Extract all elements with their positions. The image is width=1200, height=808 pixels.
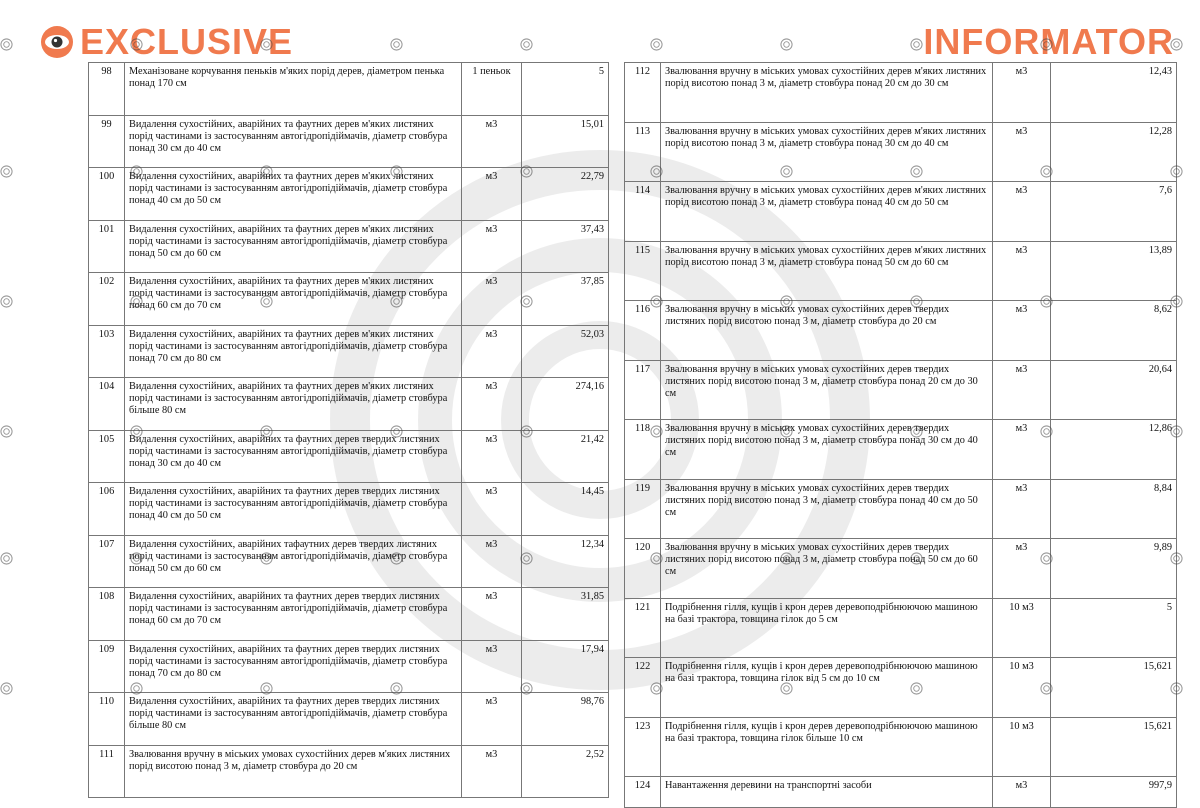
row-number: 115 — [625, 241, 661, 301]
row-number: 109 — [89, 640, 125, 693]
row-number: 118 — [625, 420, 661, 480]
exclusive-logo — [40, 22, 293, 62]
row-unit: м3 — [993, 122, 1051, 182]
row-description: Подрібнення гілля, кущів і крон дерев деревоподрібнюючою машиною на базі трактора, товщина гілок до 5 см — [661, 598, 993, 658]
row-value: 12,86 — [1051, 420, 1177, 480]
watermark-mark-icon — [910, 295, 923, 308]
row-value: 2,52 — [522, 745, 609, 798]
table-row — [89, 745, 609, 798]
row-unit: м3 — [462, 168, 522, 221]
row-unit: м3 — [993, 63, 1051, 123]
row-unit: м3 — [462, 693, 522, 746]
row-unit: м3 — [993, 777, 1051, 808]
watermark-mark-icon — [780, 165, 793, 178]
row-unit: м3 — [462, 325, 522, 378]
row-number: 116 — [625, 301, 661, 361]
row-value: 997,9 — [1051, 777, 1177, 808]
watermark-mark-icon — [1040, 682, 1053, 695]
watermark-mark-icon — [130, 38, 143, 51]
row-description: Видалення сухостійних, аварійних та фаутних дерев твердих листяних порід частинами із застосуванням автогідропідіймачів, діаметр стовбура понад 40 см до 50 см — [125, 483, 462, 536]
row-number: 110 — [89, 693, 125, 746]
row-number: 103 — [89, 325, 125, 378]
table-row — [89, 115, 609, 168]
watermark-mark-icon — [130, 425, 143, 438]
row-description: Механізоване корчування пеньків м'яких порід дерев, діаметром пенька понад 170 см — [125, 63, 462, 116]
row-description: Видалення сухостійних, аварійних тафаутних дерев твердих листяних порід частинами із застосуванням автогідропідіймачів, діаметр стовбура понад 50 см до 60 см — [125, 535, 462, 588]
row-number: 99 — [89, 115, 125, 168]
row-value: 8,84 — [1051, 479, 1177, 539]
table-row — [89, 588, 609, 641]
row-unit: м3 — [993, 182, 1051, 242]
table-row — [89, 325, 609, 378]
row-unit: м3 — [993, 479, 1051, 539]
row-unit: 10 м3 — [993, 717, 1051, 777]
row-description: Звалювання вручну в міських умовах сухостійних дерев твердих листяних порід висотою понад 3 м, діаметр стовбура до 20 см — [661, 301, 993, 361]
table-row — [625, 420, 1177, 480]
watermark-mark-icon — [520, 38, 533, 51]
watermark-mark-icon — [0, 552, 13, 565]
row-unit: м3 — [993, 420, 1051, 480]
row-number: 114 — [625, 182, 661, 242]
table-row — [625, 598, 1177, 658]
watermark-mark-icon — [910, 38, 923, 51]
row-number: 104 — [89, 378, 125, 431]
watermark-mark-icon — [780, 682, 793, 695]
watermark-mark-icon — [390, 552, 403, 565]
watermark-mark-icon — [390, 295, 403, 308]
table-row — [89, 63, 609, 116]
row-value: 8,62 — [1051, 301, 1177, 361]
row-value: 14,45 — [522, 483, 609, 536]
row-description: Звалювання вручну в міських умовах сухостійних дерев м'яких листяних порід висотою понад 3 м, діаметр стовбура понад 50 см до 60 см — [661, 241, 993, 301]
watermark-mark-icon — [390, 38, 403, 51]
informator-brand-text: INFORMATOR — [923, 21, 1174, 62]
watermark-mark-icon — [390, 425, 403, 438]
row-unit: м3 — [462, 115, 522, 168]
row-value: 7,6 — [1051, 182, 1177, 242]
row-value: 12,28 — [1051, 122, 1177, 182]
table-row — [625, 122, 1177, 182]
table-row — [625, 360, 1177, 420]
row-number: 105 — [89, 430, 125, 483]
watermark-mark-icon — [130, 295, 143, 308]
watermark-mark-icon — [1170, 552, 1183, 565]
watermark-mark-icon — [780, 552, 793, 565]
watermark-mark-icon — [910, 165, 923, 178]
row-unit: м3 — [462, 745, 522, 798]
row-description: Видалення сухостійних, аварійних та фаутних дерев твердих листяних порід частинами із застосуванням автогідропідіймачів, діаметр стовбура більше 80 см — [125, 693, 462, 746]
row-unit: м3 — [993, 241, 1051, 301]
watermark-mark-icon — [1040, 295, 1053, 308]
row-description: Звалювання вручну в міських умовах сухостійних дерев твердих листяних порід висотою понад 3 м, діаметр стовбура понад 20 см до 30 см — [661, 360, 993, 420]
watermark-mark-icon — [390, 165, 403, 178]
row-unit: м3 — [462, 535, 522, 588]
table-row — [625, 717, 1177, 777]
row-value: 31,85 — [522, 588, 609, 641]
row-number: 112 — [625, 63, 661, 123]
row-description: Подрібнення гілля, кущів і крон дерев деревоподрібнюючою машиною на базі трактора, товщина гілок від 5 см до 10 см — [661, 658, 993, 718]
table-row — [89, 378, 609, 431]
row-description: Видалення сухостійних, аварійних та фаутних дерев м'яких листяних порід частинами із застосуванням автогідропідіймачів, діаметр стовбура більше 80 см — [125, 378, 462, 431]
row-unit: 10 м3 — [993, 658, 1051, 718]
table-row — [625, 63, 1177, 123]
row-number: 121 — [625, 598, 661, 658]
row-value: 274,16 — [522, 378, 609, 431]
row-unit: м3 — [462, 273, 522, 326]
row-unit: м3 — [462, 483, 522, 536]
row-number: 98 — [89, 63, 125, 116]
row-description: Видалення сухостійних, аварійних та фаутних дерев твердих листяних порід частинами із застосуванням автогідропідіймачів, діаметр стовбура понад 60 см до 70 см — [125, 588, 462, 641]
row-value: 15,01 — [522, 115, 609, 168]
row-description: Звалювання вручну в міських умовах сухостійних дерев твердих листяних порід висотою понад 3 м, діаметр стовбура понад 50 см до 60 см — [661, 539, 993, 599]
row-description: Звалювання вручну в міських умовах сухостійних дерев м'яких листяних порід висотою понад 3 м, діаметр стовбура понад 30 см до 40 см — [661, 122, 993, 182]
row-unit: м3 — [993, 301, 1051, 361]
row-description: Видалення сухостійних, аварійних та фаутних дерев м'яких листяних порід частинами із застосуванням автогідропідіймачів, діаметр стовбура понад 70 см до 80 см — [125, 325, 462, 378]
table-row — [89, 483, 609, 536]
table-row — [89, 693, 609, 746]
row-description: Звалювання вручну в міських умовах сухостійних дерев твердих листяних порід висотою понад 3 м, діаметр стовбура понад 30 см до 40 см — [661, 420, 993, 480]
row-number: 117 — [625, 360, 661, 420]
row-number: 113 — [625, 122, 661, 182]
row-number: 119 — [625, 479, 661, 539]
row-value: 52,03 — [522, 325, 609, 378]
row-value: 15,621 — [1051, 717, 1177, 777]
watermark-mark-icon — [130, 682, 143, 695]
row-number: 111 — [89, 745, 125, 798]
row-number: 124 — [625, 777, 661, 808]
row-value: 12,43 — [1051, 63, 1177, 123]
row-description: Подрібнення гілля, кущів і крон дерев деревоподрібнюючою машиною на базі трактора, товщина гілок більше 10 см — [661, 717, 993, 777]
row-unit: м3 — [993, 360, 1051, 420]
watermark-mark-icon — [650, 682, 663, 695]
row-value: 37,85 — [522, 273, 609, 326]
row-description: Звалювання вручну в міських умовах сухостійних дерев м'яких листяних порід висотою понад 3 м, діаметр стовбура понад 40 см до 50 см — [661, 182, 993, 242]
row-value: 5 — [522, 63, 609, 116]
row-description: Навантаження деревини на транспортні засоби — [661, 777, 993, 808]
watermark-mark-icon — [1040, 38, 1053, 51]
row-description: Видалення сухостійних, аварійних та фаутних дерев м'яких листяних порід частинами із застосуванням автогідропідіймачів, діаметр стовбура понад 40 см до 50 см — [125, 168, 462, 221]
row-number: 102 — [89, 273, 125, 326]
row-description: Видалення сухостійних, аварійних та фаутних дерев твердих листяних порід частинами із застосуванням автогідропідіймачів, діаметр стовбура понад 30 см до 40 см — [125, 430, 462, 483]
row-unit: м3 — [462, 640, 522, 693]
row-value: 9,89 — [1051, 539, 1177, 599]
watermark-mark-icon — [910, 425, 923, 438]
watermark-mark-icon — [1040, 165, 1053, 178]
row-unit: 10 м3 — [993, 598, 1051, 658]
watermark-mark-icon — [260, 165, 273, 178]
row-value: 5 — [1051, 598, 1177, 658]
right-table — [624, 62, 1177, 808]
watermark-mark-icon — [1170, 165, 1183, 178]
watermark-mark-icon — [260, 295, 273, 308]
watermark-mark-icon — [0, 165, 13, 178]
watermark-mark-icon — [520, 295, 533, 308]
eye-icon — [40, 25, 74, 59]
watermark-mark-icon — [260, 682, 273, 695]
watermark-mark-icon — [0, 38, 13, 51]
row-number: 108 — [89, 588, 125, 641]
row-number: 101 — [89, 220, 125, 273]
row-value: 15,621 — [1051, 658, 1177, 718]
watermark-mark-icon — [520, 552, 533, 565]
watermark-mark-icon — [650, 165, 663, 178]
exclusive-brand-text: EXCLUSIVE — [80, 21, 294, 62]
row-unit: м3 — [993, 539, 1051, 599]
right-page — [624, 62, 1176, 808]
watermark-mark-icon — [780, 38, 793, 51]
row-unit: м3 — [462, 588, 522, 641]
table-row — [89, 220, 609, 273]
row-number: 123 — [625, 717, 661, 777]
row-value: 21,42 — [522, 430, 609, 483]
row-value: 22,79 — [522, 168, 609, 221]
row-unit: 1 пеньок — [462, 63, 522, 116]
watermark-mark-icon — [650, 425, 663, 438]
watermark-mark-icon — [1170, 295, 1183, 308]
table-row — [625, 241, 1177, 301]
row-value: 20,64 — [1051, 360, 1177, 420]
row-description: Звалювання вручну в міських умовах сухостійних дерев м'яких листяних порід висотою понад 3 м, діаметр стовбура понад 20 см до 30 см — [661, 63, 993, 123]
row-unit: м3 — [462, 430, 522, 483]
watermark-mark-icon — [0, 682, 13, 695]
watermark-mark-icon — [520, 425, 533, 438]
row-number: 122 — [625, 658, 661, 718]
watermark-mark-icon — [780, 425, 793, 438]
table-row — [625, 479, 1177, 539]
table-row — [625, 658, 1177, 718]
table-row — [625, 301, 1177, 361]
watermark-mark-icon — [130, 552, 143, 565]
watermark-mark-icon — [390, 682, 403, 695]
watermark-mark-icon — [260, 38, 273, 51]
watermark-mark-icon — [910, 552, 923, 565]
watermark-mark-icon — [1040, 552, 1053, 565]
row-number: 107 — [89, 535, 125, 588]
row-number: 106 — [89, 483, 125, 536]
watermark-mark-icon — [1040, 425, 1053, 438]
watermark-mark-icon — [520, 165, 533, 178]
table-row — [625, 539, 1177, 599]
row-unit: м3 — [462, 220, 522, 273]
row-description: Видалення сухостійних, аварійних та фаутних дерев м'яких листяних порід частинами із застосуванням автогідропідіймачів, діаметр стовбура понад 60 см до 70 см — [125, 273, 462, 326]
table-row — [625, 777, 1177, 808]
watermark-mark-icon — [650, 295, 663, 308]
row-description: Видалення сухостійних, аварійних та фаутних дерев м'яких листяних порід частинами із застосуванням автогідропідіймачів, діаметр стовбура понад 30 см до 40 см — [125, 115, 462, 168]
watermark-mark-icon — [780, 295, 793, 308]
row-value: 13,89 — [1051, 241, 1177, 301]
row-unit: м3 — [462, 378, 522, 431]
watermark-mark-icon — [910, 682, 923, 695]
row-value: 17,94 — [522, 640, 609, 693]
row-value: 12,34 — [522, 535, 609, 588]
watermark-mark-icon — [1170, 38, 1183, 51]
row-description: Видалення сухостійних, аварійних та фаутних дерев твердих листяних порід частинами із застосуванням автогідропідіймачів, діаметр стовбура понад 70 см до 80 см — [125, 640, 462, 693]
watermark-mark-icon — [650, 552, 663, 565]
row-value: 98,76 — [522, 693, 609, 746]
row-number: 120 — [625, 539, 661, 599]
row-description: Видалення сухостійних, аварійних та фаутних дерев м'яких листяних порід частинами із застосуванням автогідропідіймачів, діаметр стовбура понад 50 см до 60 см — [125, 220, 462, 273]
watermark-mark-icon — [1170, 425, 1183, 438]
watermark-mark-icon — [0, 425, 13, 438]
row-description: Звалювання вручну в міських умовах сухостійних дерев твердих листяних порід висотою понад 3 м, діаметр стовбура понад 40 см до 50 см — [661, 479, 993, 539]
row-value: 37,43 — [522, 220, 609, 273]
watermark-mark-icon — [260, 552, 273, 565]
watermark-mark-icon — [650, 38, 663, 51]
watermark-mark-icon — [260, 425, 273, 438]
table-row — [625, 182, 1177, 242]
row-number: 100 — [89, 168, 125, 221]
watermark-mark-icon — [130, 165, 143, 178]
row-description: Звалювання вручну в міських умовах сухостійних дерев м'яких листяних порід висотою понад 3 м, діаметр стовбура до 20 см — [125, 745, 462, 798]
watermark-mark-icon — [0, 295, 13, 308]
watermark-mark-icon — [520, 682, 533, 695]
watermark-mark-icon — [1170, 682, 1183, 695]
